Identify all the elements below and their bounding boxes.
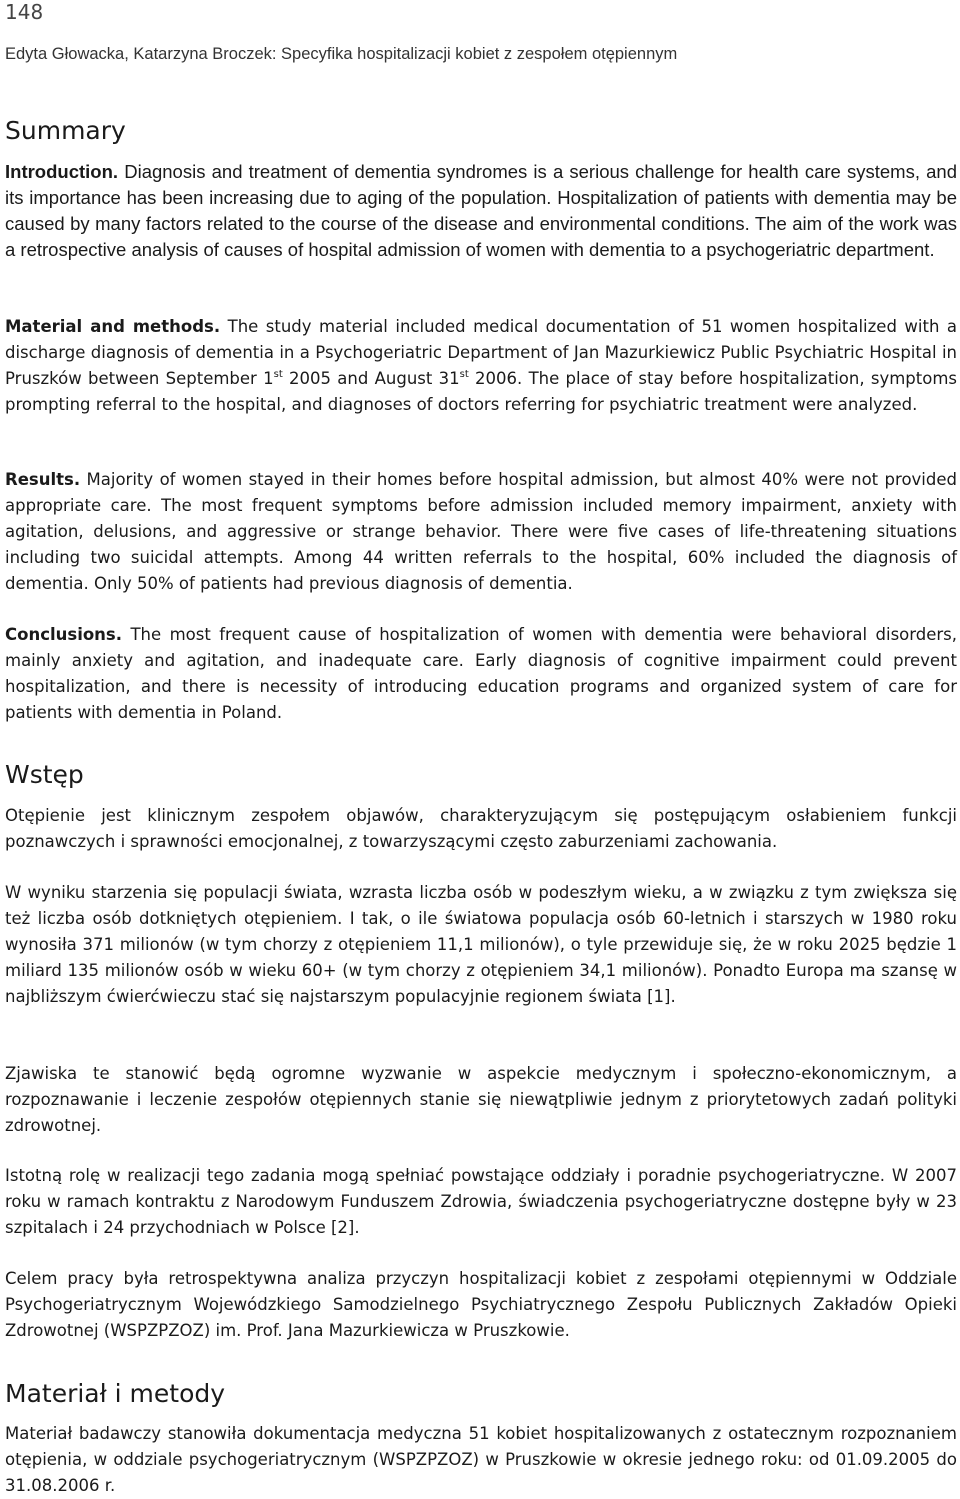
wstep-paragraph: Otępienie jest klinicznym zespołem objawów, charakteryzującym się postępującym osłabieniem funkcji poznawczych i sprawności emocjonalnej, z towarzyszącymi często zaburzeniami zachowania. xyxy=(5,806,957,851)
methods-label: Material and methods. xyxy=(5,317,221,336)
introduction-text: Diagnosis and treatment of dementia syndromes is a serious challenge for health care systems, and its importance has been increasing due to aging of the population. Hospitalization of patients with dementia may be caused by many factors related to the course of the disease and environmental conditions. The aim of the work was a retrospective analysis of causes of hospital admission of women with dementia to a psychogeriatric department. xyxy=(5,161,958,260)
methods-text: The study material included medical documentation of 51 women hospitalized with a discharge diagnosis of dementia in a Psychogeriatric Department of Jan Mazurkiewicz Public Psychiatric Hospital in Pruszków between September 1 xyxy=(5,317,957,388)
summary-introduction xyxy=(5,159,957,263)
introduction-label: Introduction. xyxy=(5,161,119,182)
results-label: Results. xyxy=(5,470,81,489)
superscript: st xyxy=(459,369,469,380)
wstep-paragraph: Zjawiska te stanowić będą ogromne wyzwanie w aspekcie medycznym i społeczno-ekonomicznym, a rozpoznawanie i leczenie zespołów otępiennych stanie się niewątpliwie jednym z priorytetowych zadań polityki zdrowotnej. xyxy=(5,1064,957,1135)
methods-text: 2006. The place of stay before hospitalization, symptoms prompting referral to the hospital, and diagnoses of doctors referring for psychiatric treatment were analyzed. xyxy=(5,369,957,414)
running-header xyxy=(5,44,677,64)
metody-paragraph: Materiał badawczy stanowiła dokumentacja medyczna 51 kobiet hospitalizowanych z ostatecznym rozpoznaniem otępienia, w oddziale psychogeriatrycznym (WSPZPZOZ) w Pruszkowie w okresie jednego roku: od 01.09.2005 do 31.08.2006 r. xyxy=(5,1424,957,1495)
summary-methods xyxy=(5,314,957,418)
wstep-paragraph: Istotną rolę w realizacji tego zadania mogą spełniać powstające oddziały i poradnie psychogeriatryczne. W 2007 roku w ramach kontraktu z Narodowym Funduszem Zdrowia, świadczenia psychogeriatryczne dostępne były w 23 szpitalach i 24 przychodniach w Polsce [2]. xyxy=(5,1166,957,1237)
wstep-heading: Wstęp xyxy=(5,760,84,789)
summary-results xyxy=(5,467,957,597)
metody-heading: Materiał i metody xyxy=(5,1379,226,1408)
conclusions-text: The most frequent cause of hospitalization of women with dementia were behavioral disorders, mainly anxiety and agitation, and inadequate care. Early diagnosis of cognitive impairment could prevent hospitalization, and there is necessity of introducing education programs and organized system of care for patients with dementia in Poland. xyxy=(5,625,958,722)
summary-conclusions xyxy=(5,622,957,726)
summary-heading: Summary xyxy=(5,116,126,145)
wstep-paragraph: W wyniku starzenia się populacji świata, wzrasta liczba osób w podeszłym wieku, a w związku z tym zwiększa się też liczba osób dotkniętych otępieniem. I tak, o ile światowa populacja osób 60-letnich i starszych w 1980 roku wynosiła 371 milionów (w tym chorzy z otępieniem 11,1 milionów), o tyle przewiduje się, że w roku 2025 będzie 1 miliard 135 milionów osób w wieku 60+ (w tym chorzy z otępieniem 34,1 milionów). Ponadto Europa ma szansę w najbliższym ćwierćwieczu stać się najstarszym populacyjnie regionem świata [1]. xyxy=(5,883,957,1006)
page-number: 148 xyxy=(5,0,44,24)
running-header-authors: Edyta Głowacka, Katarzyna Broczek: xyxy=(5,45,277,63)
running-header-title: Specyfika hospitalizacji kobiet z zespołem otępiennym xyxy=(281,45,678,63)
results-text: Majority of women stayed in their homes before hospital admission, but almost 40% were not provided appropriate care. The most frequent symptoms before admission included memory impairment, anxiety with agitation, delusions, and aggressive or strange behavior. There were five cases of life-threatening situations including two suicidal attempts. Among 44 written referrals to the hospital, 60% included the diagnosis of dementia. Only 50% of patients had previous diagnosis of dementia. xyxy=(5,470,957,593)
conclusions-label: Conclusions. xyxy=(5,625,123,644)
methods-text: 2005 and August 31 xyxy=(282,369,460,388)
superscript: st xyxy=(273,369,283,380)
wstep-paragraph: Celem pracy była retrospektywna analiza przyczyn hospitalizacji kobiet z zespołami otępiennymi w Oddziale Psychogeriatrycznym Wojewódzkiego Samodzielnego Psychiatrycznego Zespołu Publicznych Zakładów Opieki Zdrowotnej (WSPZPZOZ) im. Prof. Jana Mazurkiewicza w Pruszkowie. xyxy=(5,1269,957,1340)
